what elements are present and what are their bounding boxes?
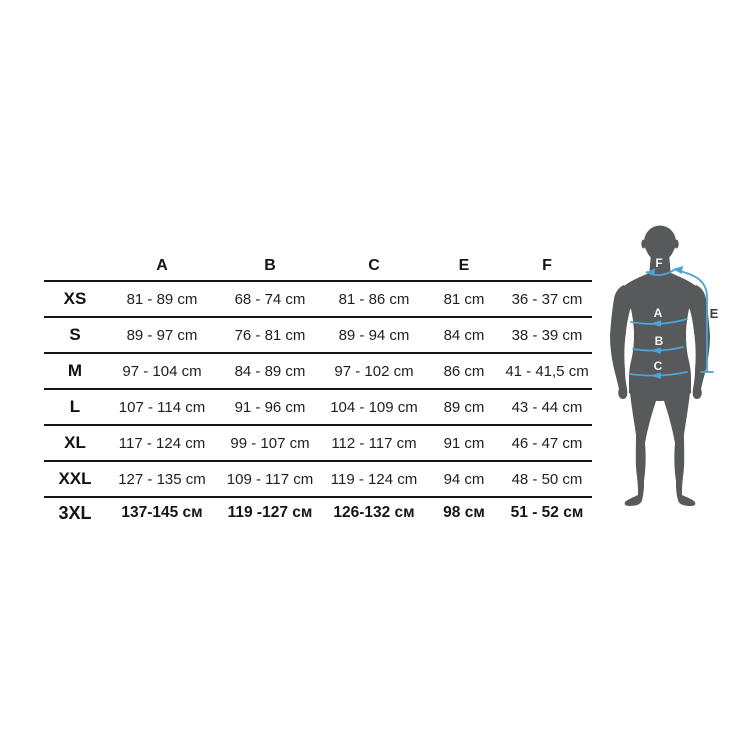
waist-label: B [654, 334, 664, 348]
back-length-label: E [709, 306, 719, 321]
header-col-c: C [322, 251, 426, 281]
value-cell: 97 - 102 cm [322, 353, 426, 389]
header-col-f: F [502, 251, 592, 281]
left-leg-shape [625, 383, 658, 506]
left-ear-shape [641, 240, 645, 249]
value-cell: 43 - 44 cm [502, 389, 592, 425]
value-cell: 126-132 см [333, 504, 415, 521]
male-silhouette-diagram [595, 215, 750, 515]
value-cell: 81 cm [426, 281, 502, 317]
value-cell: 84 - 89 cm [218, 353, 322, 389]
value-cell: 99 - 107 cm [218, 425, 322, 461]
size-cell: XL [44, 425, 106, 461]
value-cell: 91 - 96 cm [218, 389, 322, 425]
value-cell: 89 cm [426, 389, 502, 425]
value-cell: 46 - 47 cm [502, 425, 592, 461]
value-cell: 137-145 см [121, 504, 203, 521]
collar-label: F [655, 256, 663, 270]
value-cell: 97 - 104 cm [106, 353, 218, 389]
header-col-a: A [106, 251, 218, 281]
table-row-s [44, 317, 592, 353]
right-ear-shape [674, 240, 678, 249]
value-cell: 48 - 50 cm [502, 461, 592, 497]
size-table [44, 251, 592, 528]
hip-label: C [653, 359, 663, 373]
size-cell: L [44, 389, 106, 425]
table-row-m [44, 353, 592, 389]
value-cell: 107 - 114 cm [106, 389, 218, 425]
header-size-blank [44, 251, 106, 281]
value-cell: 127 - 135 cm [106, 461, 218, 497]
table-row-xl [44, 425, 592, 461]
value-cell: 41 - 41,5 cm [502, 353, 592, 389]
value-cell: 89 - 94 cm [322, 317, 426, 353]
value-cell: 81 - 89 cm [106, 281, 218, 317]
size-cell: S [44, 317, 106, 353]
value-cell: 68 - 74 cm [218, 281, 322, 317]
header-row [44, 251, 592, 281]
value-cell: 117 - 124 cm [106, 425, 218, 461]
value-cell: 119 -127 см [227, 504, 313, 521]
value-cell: 81 - 86 cm [322, 281, 426, 317]
chest-label: A [653, 306, 663, 320]
table-row-xxl [44, 461, 592, 497]
value-cell: 89 - 97 cm [106, 317, 218, 353]
value-cell: 86 cm [426, 353, 502, 389]
size-cell: M [44, 353, 106, 389]
value-cell: 51 - 52 см [510, 504, 584, 521]
measurement-figure [595, 215, 750, 515]
header-col-e: E [426, 251, 502, 281]
right-leg-shape [662, 383, 695, 506]
header-col-b: B [218, 251, 322, 281]
size-cell: XS [44, 281, 106, 317]
value-cell: 76 - 81 cm [218, 317, 322, 353]
size-cell: XXL [44, 461, 106, 497]
value-cell: 112 - 117 cm [322, 425, 426, 461]
value-cell: 98 см [443, 504, 485, 521]
value-cell: 36 - 37 cm [502, 281, 592, 317]
table-row-l [44, 389, 592, 425]
value-cell: 109 - 117 cm [218, 461, 322, 497]
value-cell: 84 cm [426, 317, 502, 353]
value-cell: 104 - 109 cm [322, 389, 426, 425]
left-arm-shape [610, 285, 631, 399]
value-cell: 119 - 124 cm [322, 461, 426, 497]
size-cell: 3XL [58, 502, 92, 523]
table-row-xs [44, 281, 592, 317]
value-cell: 91 cm [426, 425, 502, 461]
value-cell: 38 - 39 cm [502, 317, 592, 353]
value-cell: 94 cm [426, 461, 502, 497]
table-row-3xl [44, 497, 592, 528]
